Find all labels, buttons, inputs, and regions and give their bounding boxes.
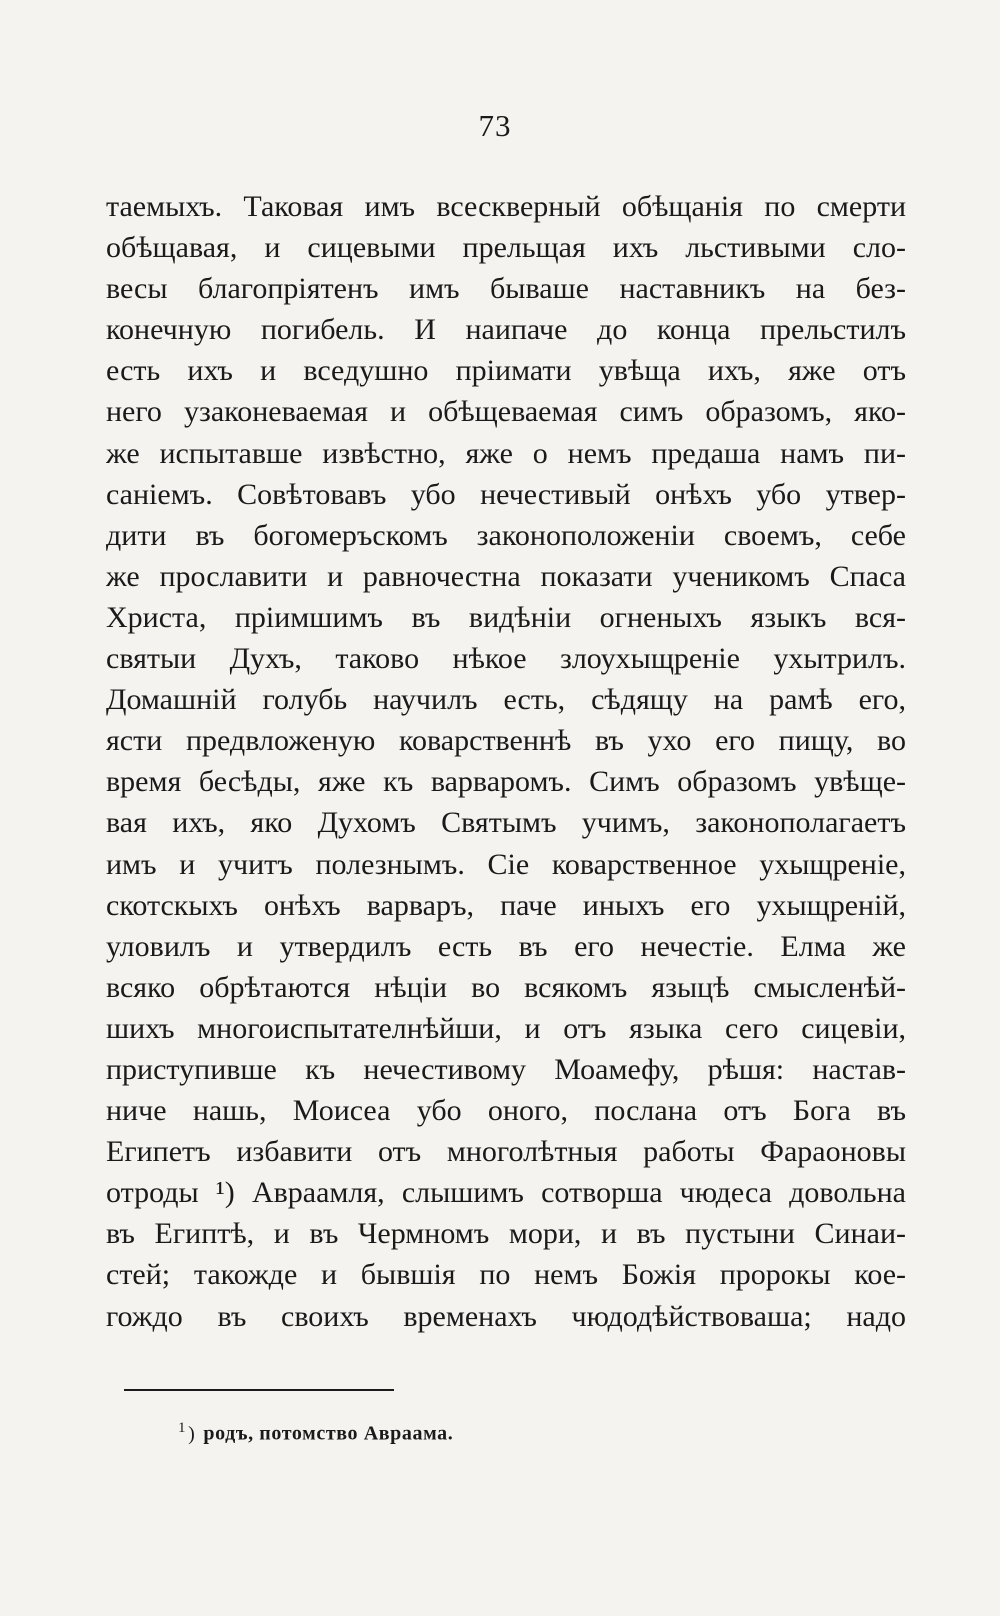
text-line: шихъ многоиспытателнѣйши, и отъ языка сего сицевіи, [106, 1011, 906, 1045]
footnote-marker: 1 [178, 1420, 187, 1436]
text-line: гождо въ своихъ временахъ чюдодѣйствоваша; надо [106, 1299, 906, 1333]
footnote-paren: ) [188, 1422, 196, 1445]
text-line: ясти предвложеную коварственнѣ въ ухо его пищу, во [106, 724, 906, 758]
text-line: саніемъ. Совѣтовавъ убо нечестивый онѣхъ убо утвер- [106, 477, 906, 511]
body-text [106, 186, 906, 1337]
text-line: святыи Духъ, таково нѣкое злоухыщреніе ухытрилъ. [106, 642, 906, 676]
text-line: Египетъ избавити отъ многолѣтныя работы Фараоновы [106, 1135, 906, 1169]
text-line: въ Египтѣ, и въ Чермномъ мори, и въ пустыни Синаи- [106, 1217, 906, 1251]
text-line: скотскыхъ онѣхъ варваръ, паче иныхъ его ухыщреній, [106, 888, 906, 922]
text-line: таемыхъ. Таковая имъ всескверный обѣщанія по смерти [106, 190, 906, 223]
text-line: время бесѣды, яже къ варваромъ. Симъ образомъ увѣще- [106, 765, 906, 799]
text-line: стей; такожде и бывшія по немъ Божія пророкы кое- [106, 1258, 906, 1292]
text-line: дити въ богомеръскомъ законоположеніи своемъ, себе [106, 518, 906, 552]
text-line: Домашній голубь научилъ есть, сѣдящу на рамѣ его, [106, 683, 906, 717]
text-line: уловилъ и утвердилъ есть въ его нечестіе. Елма же [106, 929, 906, 963]
footnote-text: родъ, потомство Авраама. [203, 1422, 454, 1445]
text-line: же испытавше извѣстно, яже о немъ предаша намъ пи- [106, 436, 906, 470]
text-line: отроды ¹) Авраамля, слышимъ сотворша чюдеса довольна [106, 1176, 906, 1210]
text-line: весы благопріятенъ имъ бываше наставникъ на без- [106, 272, 906, 306]
text-line: приступивше къ нечестивому Моамефу, рѣшя: настав- [106, 1052, 906, 1086]
text-line: вая ихъ, яко Духомъ Святымъ учимъ, законополагаетъ [106, 806, 906, 840]
page-number: 73 [478, 108, 512, 143]
footnote [178, 1420, 453, 1446]
text-line: ниче нашь, Моисеа убо оного, послана отъ Бога въ [106, 1094, 906, 1128]
text-line: Христа, пріимшимъ въ видѣніи огненыхъ языкъ вся- [106, 600, 906, 634]
text-line: же прославити и равночестна показати ученикомъ Спаса [106, 559, 906, 593]
text-line: имъ и учитъ полезнымъ. Сіе коварственное ухыщреніе, [106, 847, 906, 881]
text-line: есть ихъ и вседушно пріимати увѣща ихъ, яже отъ [106, 354, 906, 388]
footnote-divider [124, 1389, 394, 1391]
text-line: обѣщавая, и сицевыми прельщая ихъ льстивыми сло- [106, 231, 906, 265]
text-line: него узаконеваемая и обѣщеваемая симъ образомъ, яко- [106, 395, 906, 429]
text-line: конечную погибель. И наипаче до конца прельстилъ [106, 313, 906, 347]
text-line: всяко обрѣтаются нѣціи во всякомъ языцѣ смысленѣй- [106, 970, 906, 1004]
